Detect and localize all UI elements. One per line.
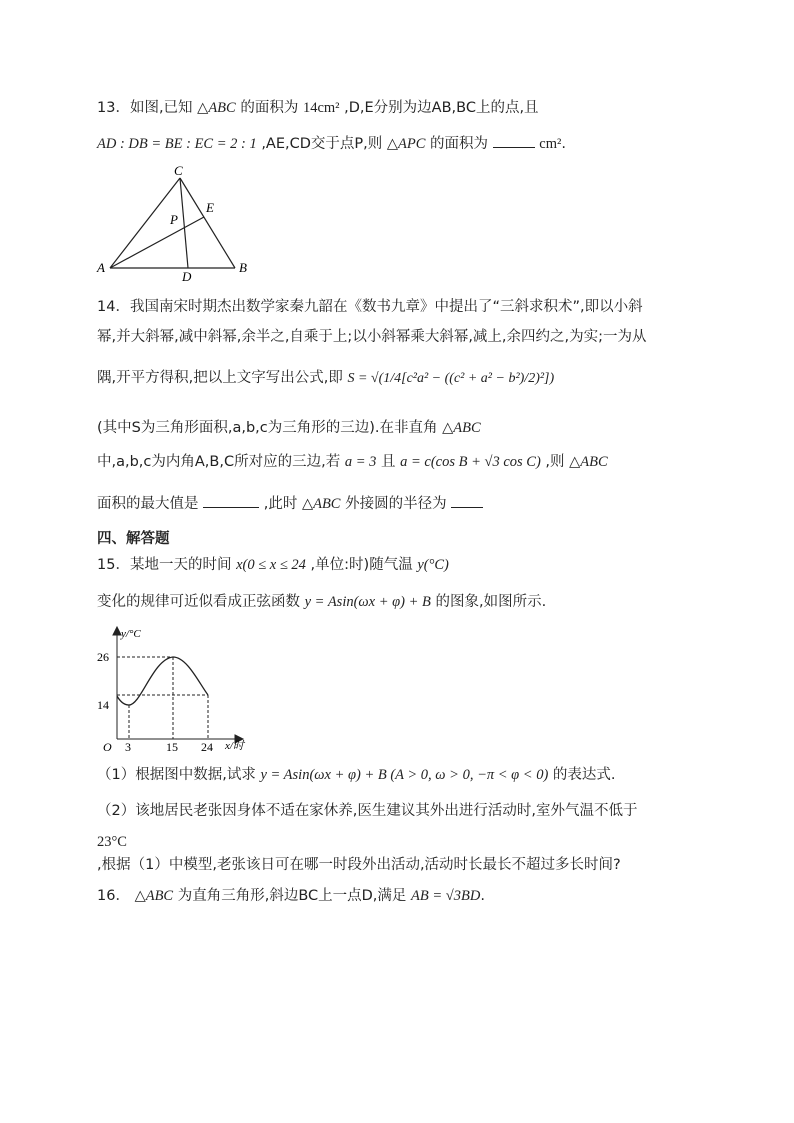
x-axis-label: x/时 [225, 740, 244, 752]
temperature-graph [95, 625, 265, 753]
y-tick-26: 26 [97, 650, 109, 664]
label-c: C [174, 163, 183, 178]
triangle-figure [90, 158, 260, 283]
q14-line4: (其中S为三角形面积,a,b,c为三角形的三边).在非直角 △ABC [97, 420, 481, 436]
label-p: P [170, 212, 178, 227]
y-axis-label: y/°C [121, 628, 141, 640]
label-a: A [97, 260, 105, 275]
q14-line2: 幂,并大斜幂,减中斜幂,余半之,自乘于上;以小斜幂乘大斜幂,减上,余四约之,为实;一为从 [97, 329, 647, 345]
y-axis-arrow [113, 627, 121, 635]
q13-line2: AD : DB = BE : EC = 2 : 1 ,AE,CD交于点P,则 △APC 的面积为 cm². [97, 133, 566, 154]
q13-line1: 13．如图,已知 △ABC 的面积为 14cm² ,D,E分别为边AB,BC上的点,且 [97, 100, 539, 116]
answer-blank [203, 493, 259, 508]
q15-part2-line1: （2）该地居民老张因身体不适在家休养,医生建议其外出进行活动时,室外气温不低于 [97, 803, 638, 819]
origin-label: O [103, 740, 112, 753]
x-tick-24: 24 [201, 740, 213, 753]
q16-line1: 16． △ABC 为直角三角形,斜边BC上一点D,满足 AB = √3BD. [97, 888, 485, 904]
label-e: E [206, 200, 214, 215]
x-tick-3: 3 [125, 740, 131, 753]
label-b: B [239, 260, 247, 275]
segment-cd [180, 178, 188, 268]
segment-ae [110, 217, 204, 268]
edge-cb [180, 178, 235, 268]
answer-blank [451, 493, 483, 508]
answer-blank [493, 133, 535, 148]
x-tick-15: 15 [166, 740, 178, 753]
q15-line2: 变化的规律可近似看成正弦函数 y = Asin(ωx + φ) + B 的图象,如图所示. [97, 594, 547, 610]
q14-line3: 隅,开平方得积,把以上文字写出公式,即 S = √(1/4[c²a² − ((c² + a² − b²)/2)²]) [97, 370, 555, 386]
qin-formula: S = √(1/4[c²a² − ((c² + a² − b²)/2)²]) [347, 371, 555, 386]
sine-curve [117, 657, 208, 705]
q14-line6: 面积的最大值是 ,此时 △ABC 外接圆的半径为 [97, 493, 483, 514]
q15-part1: （1）根据图中数据,试求 y = Asin(ωx + φ) + B (A > 0, ω > 0, −π < φ < 0) 的表达式. [97, 767, 616, 783]
q15-line1: 15．某地一天的时间 x(0 ≤ x ≤ 24 ,单位:时)随气温 y(°C) [97, 557, 449, 573]
q14-line1: 14．我国南宋时期杰出数学家秦九韶在《数书九章》中提出了“三斜求积术”,即以小斜 [97, 299, 643, 315]
q15-part2-temp: 23°C [97, 834, 127, 850]
section-title: 四、解答题 [97, 531, 170, 547]
label-d: D [182, 269, 192, 283]
y-tick-14: 14 [97, 698, 109, 712]
q15-part2-line3: ,根据（1）中模型,老张该日可在哪一时段外出活动,活动时长最长不超过多长时间? [97, 857, 621, 873]
q14-line5: 中,a,b,c为内角A,B,C所对应的三边,若 a = 3 且 a = c(cos B + √3 cos C) ,则 △ABC [97, 454, 608, 470]
